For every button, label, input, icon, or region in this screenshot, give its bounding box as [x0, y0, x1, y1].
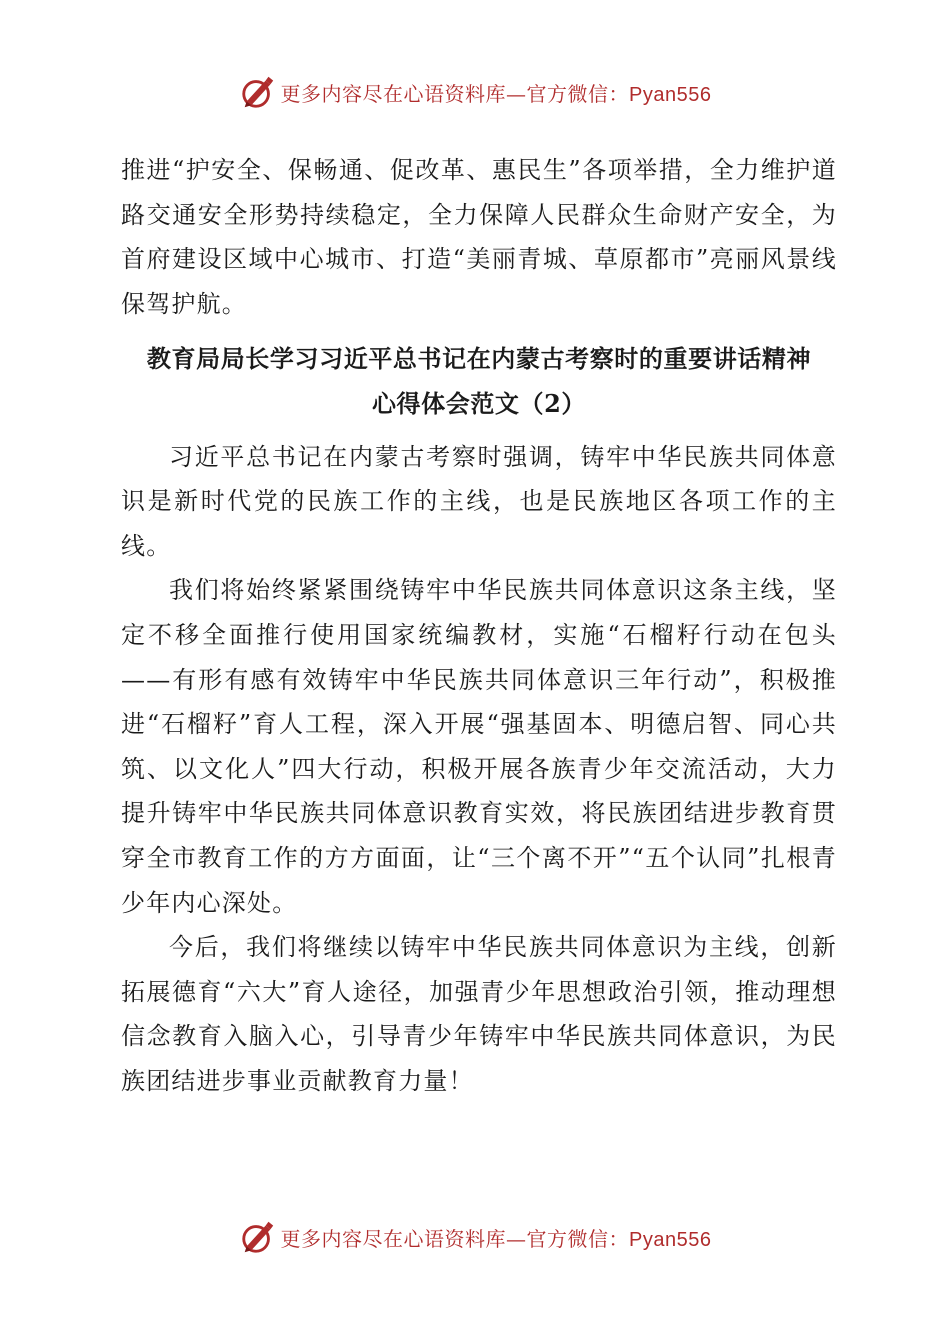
article-heading [121, 337, 837, 426]
paragraph-1: 习近平总书记在内蒙古考察时强调，铸牢中华民族共同体意识是新时代党的民族工作的主线，也是民族地区各项工作的主线。 [121, 442, 837, 560]
pen-logo-icon [239, 73, 277, 111]
footer-banner [0, 1215, 950, 1259]
paragraph-2: 我们将始终紧紧围绕铸牢中华民族共同体意识这条主线，坚定不移全面推行使用国家统编教材，实施“石榴籽行动在包头——有形有感有效铸牢中华民族共同体意识三年行动”，积极推进“石榴籽”育人工程，深入开展“强基固本、明德启智、同心共筑、以文化人”四大行动，积极开展各族青少年交流活动，大力提升铸牢中华民族共同体意识教育实效，将民族团结进步教育贯穿全市教育工作的方方面面，让“三个离不开”“五个认同”扎根青少年内心深处。 [121, 576, 837, 917]
banner-dash: — [506, 81, 527, 106]
paragraph-3: 今后，我们将继续以铸牢中华民族共同体意识为主线，创新拓展德育“六大”育人途径，加强青少年思想政治引领，推动理想信念教育入脑入心，引导青少年铸牢中华民族共同体意识，为民族团结进步事业贡献教育力量！ [121, 933, 837, 1095]
intro-paragraph: 推进“护安全、保畅通、促改革、惠民生”各项举措，全力维护道路交通安全形势持续稳定，全力保障人民群众生命财产安全，为首府建设区域中心城市、打造“美丽青城、草原都市”亮丽风景线保驾护航。 [121, 156, 837, 318]
banner-text [281, 78, 712, 107]
banner-wechat-id: Pyan556 [629, 1228, 712, 1251]
pen-logo-icon [239, 1218, 277, 1256]
banner-wechat-label: 官方微信： [526, 81, 630, 106]
banner-wechat-label: 官方微信： [526, 1226, 630, 1251]
heading-line-2: 心得体会范文（2） [371, 388, 587, 418]
banner-prefix: 更多内容尽在心语资料库 [280, 1226, 507, 1251]
header-banner [0, 70, 950, 114]
banner-text [281, 1223, 712, 1252]
banner-wechat-id: Pyan556 [629, 83, 712, 106]
banner-prefix: 更多内容尽在心语资料库 [280, 81, 507, 106]
document-body [121, 148, 837, 1103]
heading-line-1: 教育局局长学习习近平总书记在内蒙古考察时的重要讲话精神 [146, 344, 812, 374]
banner-dash: — [506, 1226, 527, 1251]
